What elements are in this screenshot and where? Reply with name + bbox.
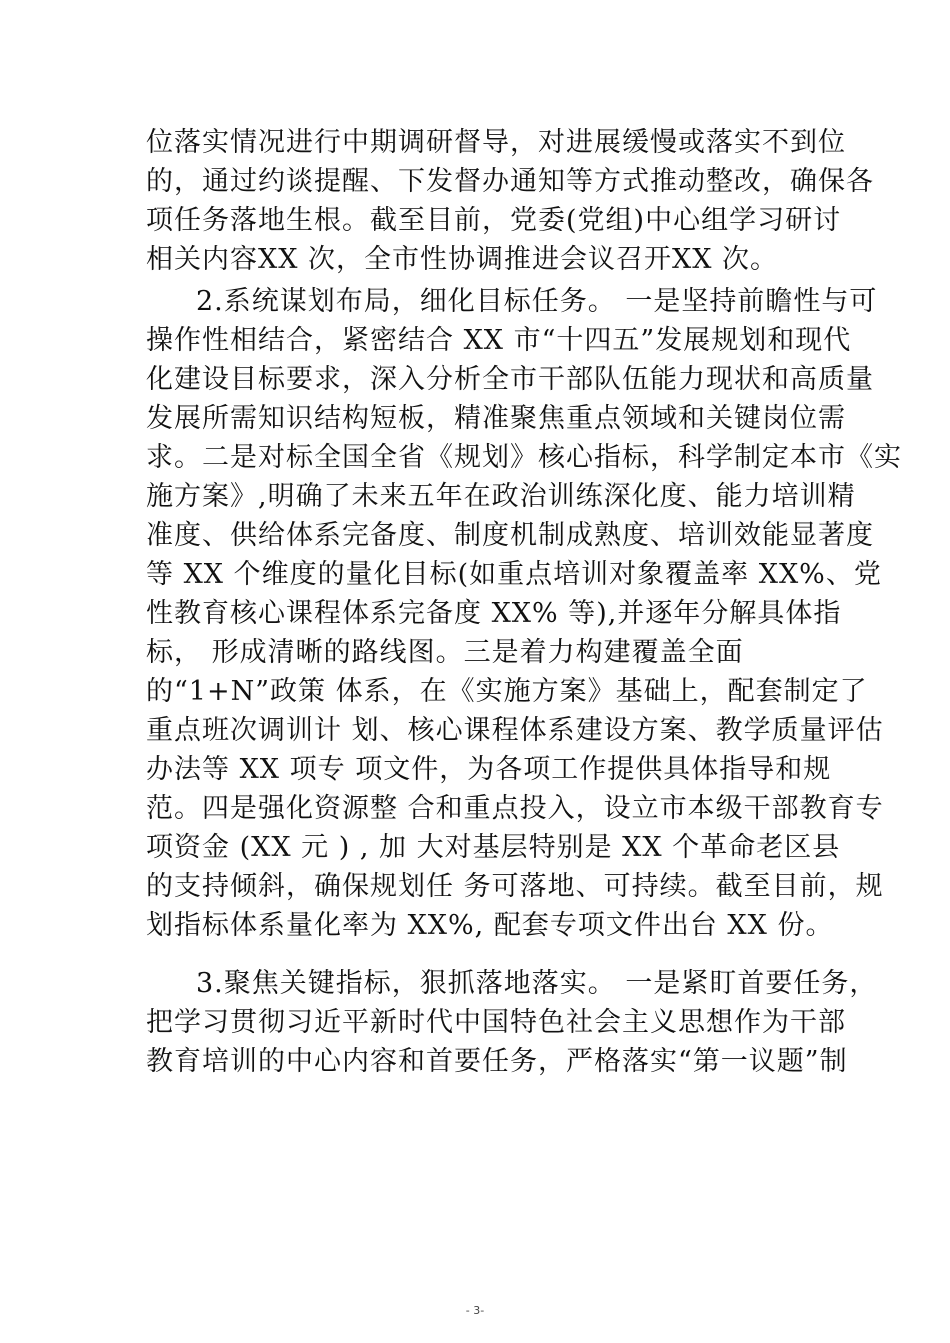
text-line: 办法等 XX 项专 项文件，为各项工作提供具体指导和规 [146,754,832,785]
text-line: 划指标体系量化率为 XX%, 配套专项文件出台 XX 份。 [146,910,834,941]
text-line: 范。四是强化资源整 合和重点投入，设立市本级干部教育专 [146,793,884,824]
text-line: 求。二是对标全国全省《规划》核心指标，科学制定本市《实 [146,442,902,473]
text-line: 项任务落地生根。截至目前，党委(党组)中心组学习研讨 [146,205,842,236]
page-number: - 3- [465,1304,485,1317]
text-line: 准度、供给体系完备度、制度机制成熟度、培训效能显著度 [146,520,874,551]
text-line: 把学习贯彻习近平新时代中国特色社会主义思想作为干部 [146,1007,846,1038]
text-line: 发展所需知识结构短板，精准聚焦重点领域和关键岗位需 [146,403,846,434]
text-line: 操作性相结合，紧密结合 XX 市“十四五”发展规划和现代 [146,325,852,356]
section-heading-line: 2.系统谋划布局，细化目标任务。 一是坚持前瞻性与可 [196,286,878,317]
text-line: 位落实情况进行中期调研督导，对进展缓慢或落实不到位 [146,127,846,158]
text-line: 性教育核心课程体系完备度 XX% 等),并逐年分解具体指 [146,598,842,629]
text-line: 教育培训的中心内容和首要任务，严格落实“第一议题”制 [146,1046,848,1077]
text-line: 的，通过约谈提醒、下发督办通知等方式推动整改，确保各 [146,166,874,197]
text-line: 化建设目标要求，深入分析全市干部队伍能力现状和高质量 [146,364,874,395]
text-line: 重点班次调训计 划、核心课程体系建设方案、教学质量评估 [146,715,884,746]
text-line: 的“1+N”政策 体系，在《实施方案》基础上，配套制定了 [146,676,868,707]
text-line: 施方案》,明确了未来五年在政治训练深化度、能力培训精 [146,481,856,512]
text-line: 相关内容XX 次，全市性协调推进会议召开XX 次。 [146,244,779,275]
text-line: 等 XX 个维度的量化目标(如重点培训对象覆盖率 XX%、党 [146,559,882,590]
text-line: 项资金 (XX 元 ) , 加 大对基层特别是 XX 个革命老区县 [146,832,841,863]
text-line: 的支持倾斜，确保规划任 务可落地、可持续。截至目前，规 [146,871,884,902]
section-heading-line: 3.聚焦关键指标，狠抓落地落实。 一是紧盯首要任务， [196,968,878,999]
text-line: 标， 形成清晰的路线图。三是着力构建覆盖全面 [146,637,744,668]
